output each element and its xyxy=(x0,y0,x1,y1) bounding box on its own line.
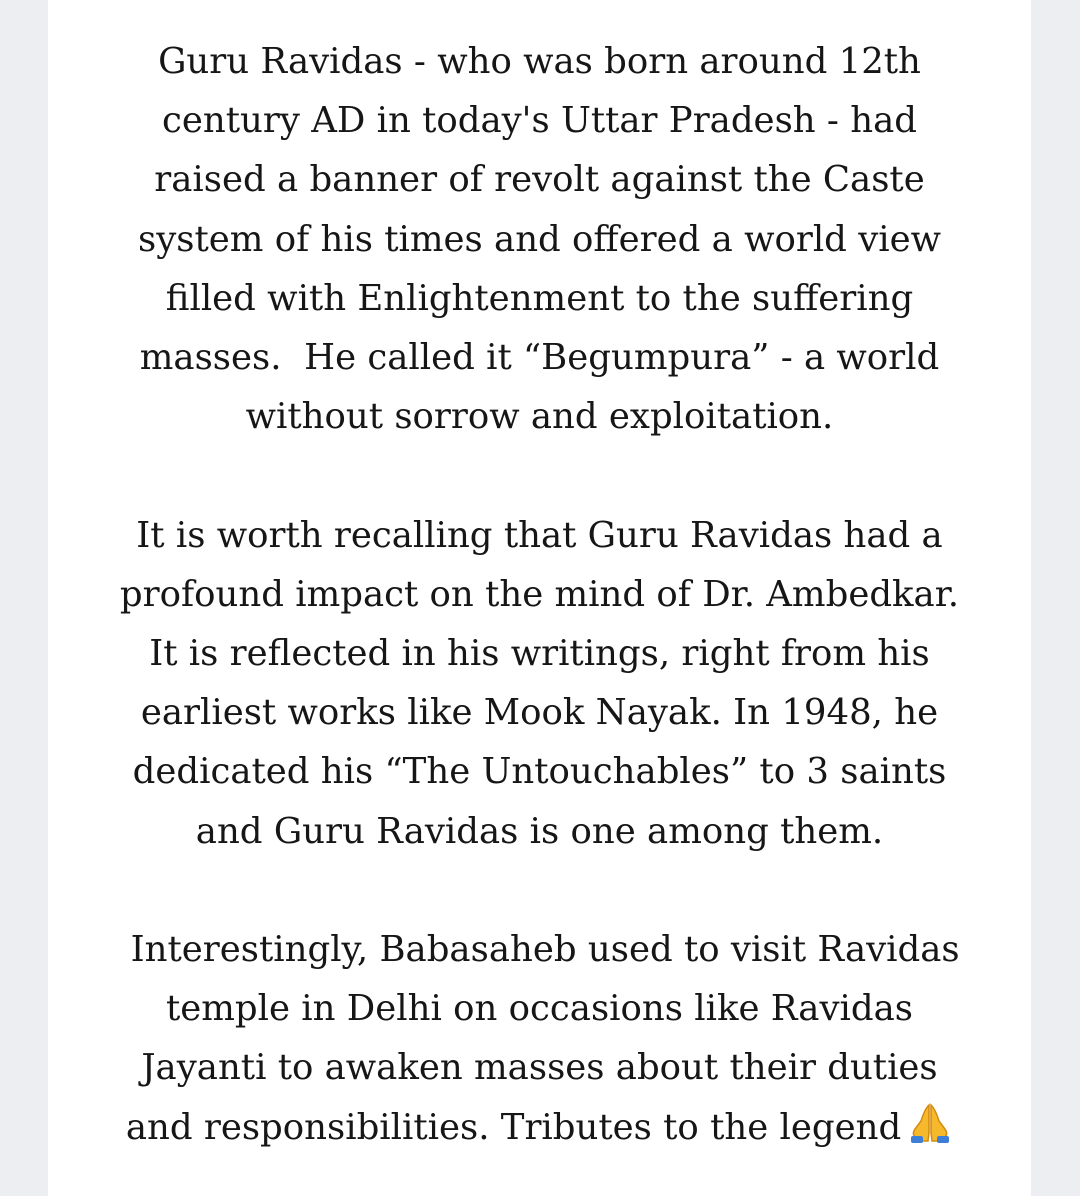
text-line: masses. He called it “Begumpura” - a world xyxy=(139,337,940,379)
text-line-with-icon xyxy=(48,1098,1031,1161)
paragraph-2 xyxy=(48,506,1031,861)
paragraph-3 xyxy=(48,920,1031,1161)
text-line: It is worth recalling that Guru Ravidas had a xyxy=(136,514,943,556)
text-line: earliest works like Mook Nayak. In 1948, he xyxy=(140,692,939,734)
post-text xyxy=(48,32,1031,1161)
paragraph-1 xyxy=(48,32,1031,446)
text-line: Jayanti to awaken masses about their duties xyxy=(141,1047,938,1089)
text-line: century AD in today's Uttar Pradesh - had xyxy=(162,100,917,142)
post-card xyxy=(48,0,1031,1196)
text-line: Interestingly, Babasaheb used to visit Ravidas xyxy=(119,929,960,971)
text-line: filled with Enlightenment to the suffering xyxy=(165,277,914,319)
text-line: dedicated his “The Untouchables” to 3 saints xyxy=(132,751,947,793)
text-line: profound impact on the mind of Dr. Ambedkar. xyxy=(119,573,960,615)
paragraph-spacer xyxy=(48,446,1031,505)
folded-hands-icon xyxy=(907,1102,953,1161)
text-line: Guru Ravidas - who was born around 12th xyxy=(158,41,921,82)
text-line: and responsibilities. Tributes to the legend xyxy=(125,1106,902,1148)
text-line: It is reflected in his writings, right from his xyxy=(149,633,930,675)
text-line: without sorrow and exploitation. xyxy=(245,396,834,438)
text-line: raised a banner of revolt against the Caste xyxy=(154,159,925,201)
text-line: and Guru Ravidas is one among them. xyxy=(195,810,884,852)
text-line: temple in Delhi on occasions like Ravidas xyxy=(165,988,913,1030)
paragraph-spacer xyxy=(48,861,1031,920)
text-line: system of his times and offered a world view xyxy=(138,218,941,260)
